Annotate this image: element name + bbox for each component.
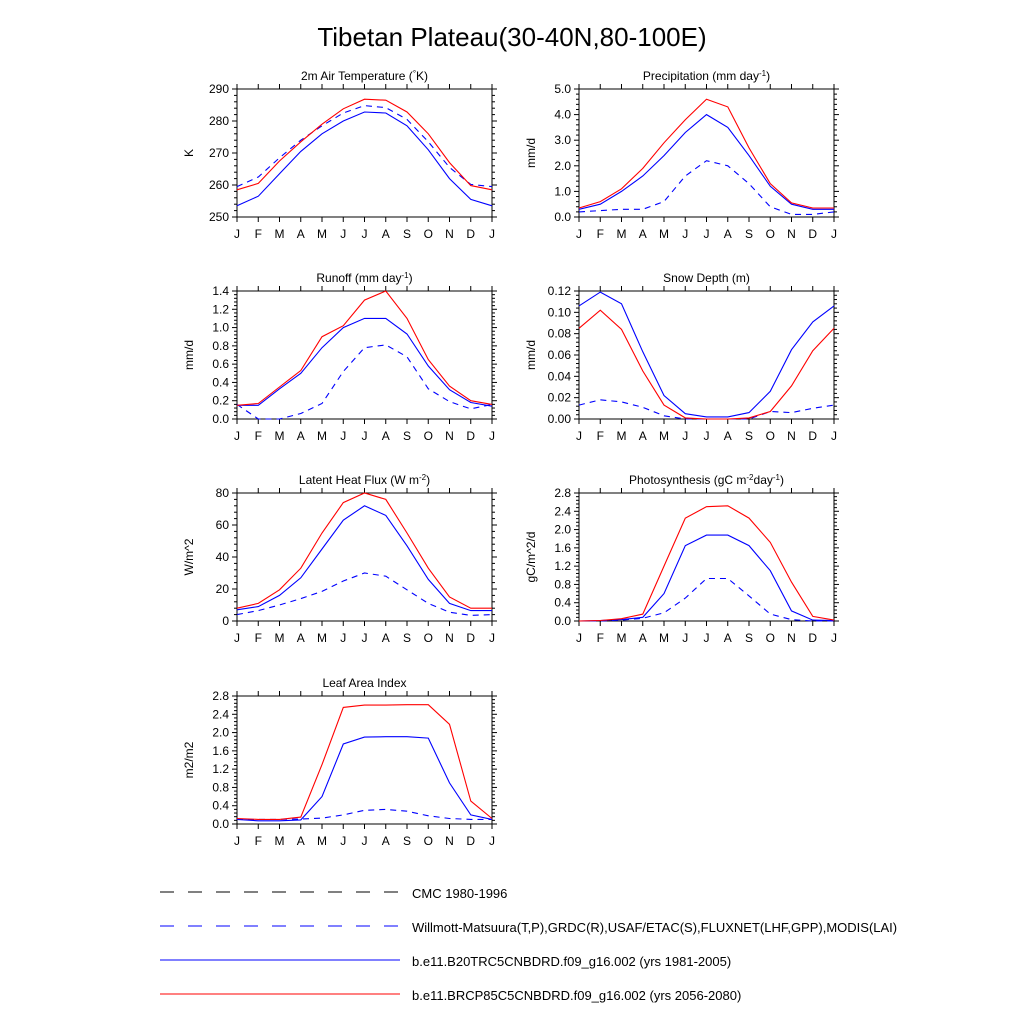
x-tick-label: J [361, 227, 368, 241]
x-tick-label: J [682, 227, 689, 241]
y-tick-label: 0.00 [547, 412, 571, 426]
chart-title: Snow Depth (m) [663, 271, 750, 285]
y-tick-label: 0.4 [554, 595, 571, 610]
series-line-future [579, 310, 834, 419]
x-tick-label: F [254, 834, 262, 848]
x-tick-label: J [576, 631, 582, 645]
x-tick-label: D [466, 429, 476, 443]
x-tick-label: S [402, 227, 412, 241]
y-tick-label: 2.0 [554, 158, 571, 173]
x-tick-label: S [402, 834, 412, 848]
x-tick-label: A [381, 631, 390, 645]
x-tick-label: A [296, 631, 305, 645]
y-tick-label: 2.0 [554, 522, 571, 537]
x-tick-label: A [381, 834, 390, 848]
x-tick-label: M [274, 227, 285, 241]
x-tick-label: J [361, 631, 368, 645]
y-tick-label: 0.4 [212, 375, 229, 390]
series-line-obs2 [237, 106, 492, 187]
y-tick-label: 260 [208, 178, 229, 192]
y-tick-label: 1.2 [212, 762, 229, 777]
y-tick-label: 0.8 [554, 577, 571, 592]
y-tick-label: 270 [208, 146, 229, 160]
x-tick-label: N [445, 227, 454, 241]
x-tick-label: J [831, 631, 837, 645]
y-tick-label: 0.04 [547, 369, 571, 384]
y-tick-label: 1.6 [554, 540, 571, 555]
x-tick-label: M [274, 631, 285, 645]
x-tick-label: D [808, 429, 818, 443]
series-line-base [579, 115, 834, 210]
y-tick-label: 2.4 [554, 504, 571, 519]
x-tick-label: J [489, 227, 495, 241]
x-tick-label: J [234, 834, 240, 848]
chart-title: Precipitation (mm day$^{-1}$) [642, 68, 771, 83]
x-tick-label: N [787, 429, 796, 443]
x-tick-label: J [234, 429, 240, 443]
x-tick-label: A [381, 429, 390, 443]
x-tick-label: J [234, 631, 240, 645]
y-tick-label: 0.2 [212, 393, 229, 408]
y-tick-label: 4.0 [554, 107, 571, 122]
y-tick-label: 0.8 [212, 780, 229, 795]
series-line-obs2 [579, 579, 834, 622]
x-tick-label: J [361, 429, 368, 443]
y-tick-label: 0.06 [547, 348, 571, 362]
x-tick-label: D [466, 631, 476, 645]
figure-title: Tibetan Plateau(30-40N,80-100E) [317, 22, 707, 52]
x-tick-label: J [234, 227, 240, 241]
x-tick-label: N [445, 631, 454, 645]
plot-frame [237, 493, 492, 621]
x-tick-label: M [274, 429, 285, 443]
series-line-future [237, 99, 492, 190]
series-line-base [237, 506, 492, 611]
chart-title: Photosynthesis (gC $m^{-2}day^{-1}$) [629, 472, 784, 487]
series-line-future [579, 506, 834, 621]
y-tick-label: 0.0 [212, 412, 229, 426]
y-tick-label: 290 [208, 82, 229, 96]
y-tick-label: 0.0 [554, 614, 571, 628]
chart-title: 2m Air Temperature (°K) [300, 68, 429, 83]
plot-frame [579, 291, 834, 419]
y-tick-label: 60 [215, 518, 229, 532]
legend-item-rcp85-run [160, 980, 1000, 1014]
x-tick-label: M [317, 834, 327, 848]
y-axis-label: mm/d [524, 340, 538, 370]
chart-panel-6 [524, 473, 839, 646]
y-tick-label: 0.12 [547, 284, 571, 298]
x-tick-label: O [423, 227, 433, 241]
chart-title: Runoff (mm day$^{-1}$) [316, 270, 413, 285]
x-tick-label: S [744, 429, 754, 443]
y-tick-label: 1.4 [212, 284, 229, 298]
x-tick-label: J [682, 631, 689, 645]
y-axis-label: W/m^2 [182, 538, 196, 576]
plot-frame [237, 696, 492, 824]
y-tick-label: 0.08 [547, 326, 571, 341]
y-axis-label: mm/d [524, 138, 538, 168]
series-line-base [579, 292, 834, 417]
x-tick-label: A [723, 227, 732, 241]
chart-panel-4 [524, 271, 839, 443]
x-tick-label: J [340, 631, 347, 645]
legend-label-observations: Willmott-Matsuura(T,P),GRDC(R),USAF/ETAC(S),FLUXNET(LHF,GPP),MODIS(LAI) [412, 920, 898, 935]
x-tick-label: M [317, 429, 327, 443]
series-line-future [237, 705, 492, 820]
legend-swatch-historical-run [160, 954, 400, 966]
x-tick-label: J [831, 227, 837, 241]
plot-frame [237, 89, 492, 217]
y-tick-label: 250 [208, 210, 229, 224]
y-tick-label: 1.0 [212, 320, 229, 335]
series-line-future [579, 99, 834, 208]
x-tick-label: A [296, 834, 305, 848]
chart-panel-3 [182, 271, 497, 444]
y-tick-label: 2.0 [212, 725, 229, 740]
y-tick-label: 1.2 [554, 559, 571, 574]
chart-title: Leaf Area Index [322, 676, 407, 690]
x-tick-label: A [638, 631, 647, 645]
x-tick-label: M [317, 227, 327, 241]
x-tick-label: F [596, 631, 604, 645]
series-line-future [237, 291, 492, 405]
x-tick-label: D [808, 227, 818, 241]
x-tick-label: F [254, 631, 262, 645]
x-tick-label: J [576, 227, 582, 241]
x-tick-label: N [787, 227, 796, 241]
series-line-base [579, 535, 834, 621]
x-tick-label: M [274, 834, 285, 848]
chart-panel-5 [182, 473, 497, 646]
legend-swatch-observations [160, 920, 400, 932]
y-tick-label: 40 [215, 550, 229, 564]
x-tick-label: D [466, 834, 476, 848]
y-tick-label: 0.10 [547, 305, 571, 320]
x-tick-label: J [340, 834, 347, 848]
x-tick-label: M [616, 631, 627, 645]
x-tick-label: A [723, 631, 732, 645]
x-tick-label: J [682, 429, 689, 443]
x-tick-label: M [616, 227, 627, 241]
y-axis-label: mm/d [182, 340, 196, 370]
plot-frame [579, 493, 834, 621]
series-line-base [237, 737, 492, 821]
x-tick-label: D [466, 227, 476, 241]
legend-swatch-cmc [160, 886, 400, 898]
x-tick-label: O [423, 631, 433, 645]
x-tick-label: S [402, 631, 412, 645]
chart-title: Latent Heat Flux (W $m^{-2}$) [298, 472, 431, 487]
series-line-obs2 [237, 573, 492, 615]
plot-frame [237, 291, 492, 419]
y-tick-label: 1.0 [554, 184, 571, 199]
x-tick-label: A [638, 429, 647, 443]
x-tick-label: S [402, 429, 412, 443]
y-tick-label: 0.4 [212, 798, 229, 813]
x-tick-label: M [659, 227, 669, 241]
x-tick-label: J [703, 227, 710, 241]
series-line-base [237, 318, 492, 406]
series-line-obs2 [579, 400, 834, 419]
x-tick-label: J [361, 834, 368, 848]
x-tick-label: A [296, 429, 305, 443]
x-tick-label: S [744, 631, 754, 645]
legend-swatch-rcp85-run [160, 988, 400, 1000]
series-line-future [237, 493, 492, 608]
y-tick-label: 0.02 [547, 390, 571, 405]
legend-label-cmc: CMC 1980-1996 [412, 886, 508, 901]
x-tick-label: D [808, 631, 818, 645]
x-tick-label: F [254, 227, 262, 241]
x-tick-label: M [317, 631, 327, 645]
x-tick-label: M [616, 429, 627, 443]
x-tick-label: J [340, 227, 347, 241]
y-tick-label: 20 [215, 582, 229, 596]
x-tick-label: J [340, 429, 347, 443]
y-tick-label: 3.0 [554, 133, 571, 148]
x-tick-label: A [638, 227, 647, 241]
y-tick-label: 1.2 [212, 302, 229, 317]
x-tick-label: O [423, 834, 433, 848]
y-tick-label: 0.8 [212, 338, 229, 353]
chart-panel-7 [182, 676, 497, 848]
legend [160, 878, 1000, 1014]
y-tick-label: 2.4 [212, 707, 229, 722]
legend-item-observations [160, 912, 1000, 946]
x-tick-label: S [744, 227, 754, 241]
legend-label-historical-run: b.e11.B20TRC5CNBDRD.f09_g16.002 (yrs 1981-2005) [412, 954, 732, 969]
x-tick-label: J [703, 429, 710, 443]
y-tick-label: 2.8 [212, 689, 229, 703]
chart-panel-2 [524, 69, 839, 242]
x-tick-label: N [445, 834, 454, 848]
series-line-obs2 [237, 345, 492, 419]
x-tick-label: O [423, 429, 433, 443]
x-tick-label: O [765, 631, 775, 645]
y-axis-label: K [182, 148, 196, 158]
x-tick-label: N [445, 429, 454, 443]
chart-panel-1 [182, 69, 497, 242]
series-line-obs2 [579, 161, 834, 215]
x-tick-label: J [489, 631, 495, 645]
y-tick-label: 80 [215, 486, 229, 500]
x-tick-label: J [703, 631, 710, 645]
series-line-base [237, 112, 492, 206]
y-axis-label: m2/m2 [182, 741, 196, 779]
y-tick-label: 0 [222, 614, 229, 628]
x-tick-label: O [765, 227, 775, 241]
x-tick-label: J [489, 834, 495, 848]
x-tick-label: J [576, 429, 582, 443]
y-axis-label: gC/m^2/d [524, 531, 538, 583]
x-tick-label: M [659, 631, 669, 645]
y-tick-label: 0.0 [554, 210, 571, 224]
x-tick-label: A [723, 429, 732, 443]
y-tick-label: 0.0 [212, 817, 229, 831]
legend-label-rcp85-run: b.e11.BRCP85C5CNBDRD.f09_g16.002 (yrs 2056-2080) [412, 988, 742, 1003]
y-tick-label: 0.6 [212, 357, 229, 372]
y-tick-label: 5.0 [554, 82, 571, 96]
x-tick-label: F [596, 429, 604, 443]
y-tick-label: 1.6 [212, 743, 229, 758]
series-line-obs2 [237, 809, 492, 819]
legend-item-cmc [160, 878, 1000, 912]
x-tick-label: N [787, 631, 796, 645]
x-tick-label: J [489, 429, 495, 443]
x-tick-label: F [254, 429, 262, 443]
x-tick-label: A [381, 227, 390, 241]
x-tick-label: O [765, 429, 775, 443]
x-tick-label: M [659, 429, 669, 443]
x-tick-label: F [596, 227, 604, 241]
y-tick-label: 280 [208, 114, 229, 128]
legend-item-historical-run [160, 946, 1000, 980]
x-tick-label: J [831, 429, 837, 443]
y-tick-label: 2.8 [554, 486, 571, 500]
plot-frame [579, 89, 834, 217]
x-tick-label: A [296, 227, 305, 241]
